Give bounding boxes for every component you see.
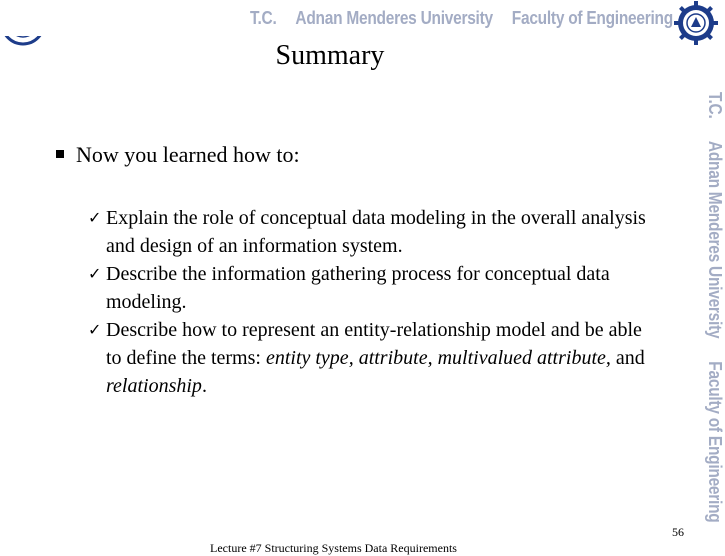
check-icon: ✓ [88,320,102,339]
checklist-item-text-part: and [610,347,645,369]
checklist-item-text: Describe the information gathering process for conceptual data modeling. [106,263,610,313]
header-tc: T.C. [250,7,277,28]
lead-text: Now you learned how to: [76,142,300,167]
checklist-item-text-part: . [201,375,207,397]
checklist-item [88,260,648,316]
side-banner [704,92,725,541]
check-icon: ✓ [88,208,102,227]
term-list: entity type, attribute, multivalued attribute, [265,347,611,369]
side-university: Adnan Menderes University [705,140,725,339]
footer-lecture-title: Lecture #7 Structuring Systems Data Requirements [210,541,457,555]
checklist-item [88,204,648,260]
header-university: Adnan Menderes University [295,7,493,28]
checklist-item-text: Explain the role of conceptual data modeling in the overall analysis and design of an information system. [106,207,646,257]
summary-checklist [88,204,648,400]
slide-title: Summary [275,40,385,71]
lead-bullet-item [56,140,300,170]
check-icon: ✓ [88,264,102,283]
checklist-item-text-part: Describe how to represent an entity-relationship model and be able to define the terms: [106,319,642,369]
faculty-gear-seal-icon [673,0,719,46]
header-faculty: Faculty of Engineering [511,7,673,28]
header-title [250,4,673,32]
header-band [0,0,720,36]
page-number: 56 [672,525,684,539]
checklist-item [88,316,648,400]
side-tc: T.C. [705,92,725,119]
side-faculty: Faculty of Engineering [705,361,725,523]
square-bullet-icon [56,150,64,158]
term-relationship: relationship [106,375,202,397]
